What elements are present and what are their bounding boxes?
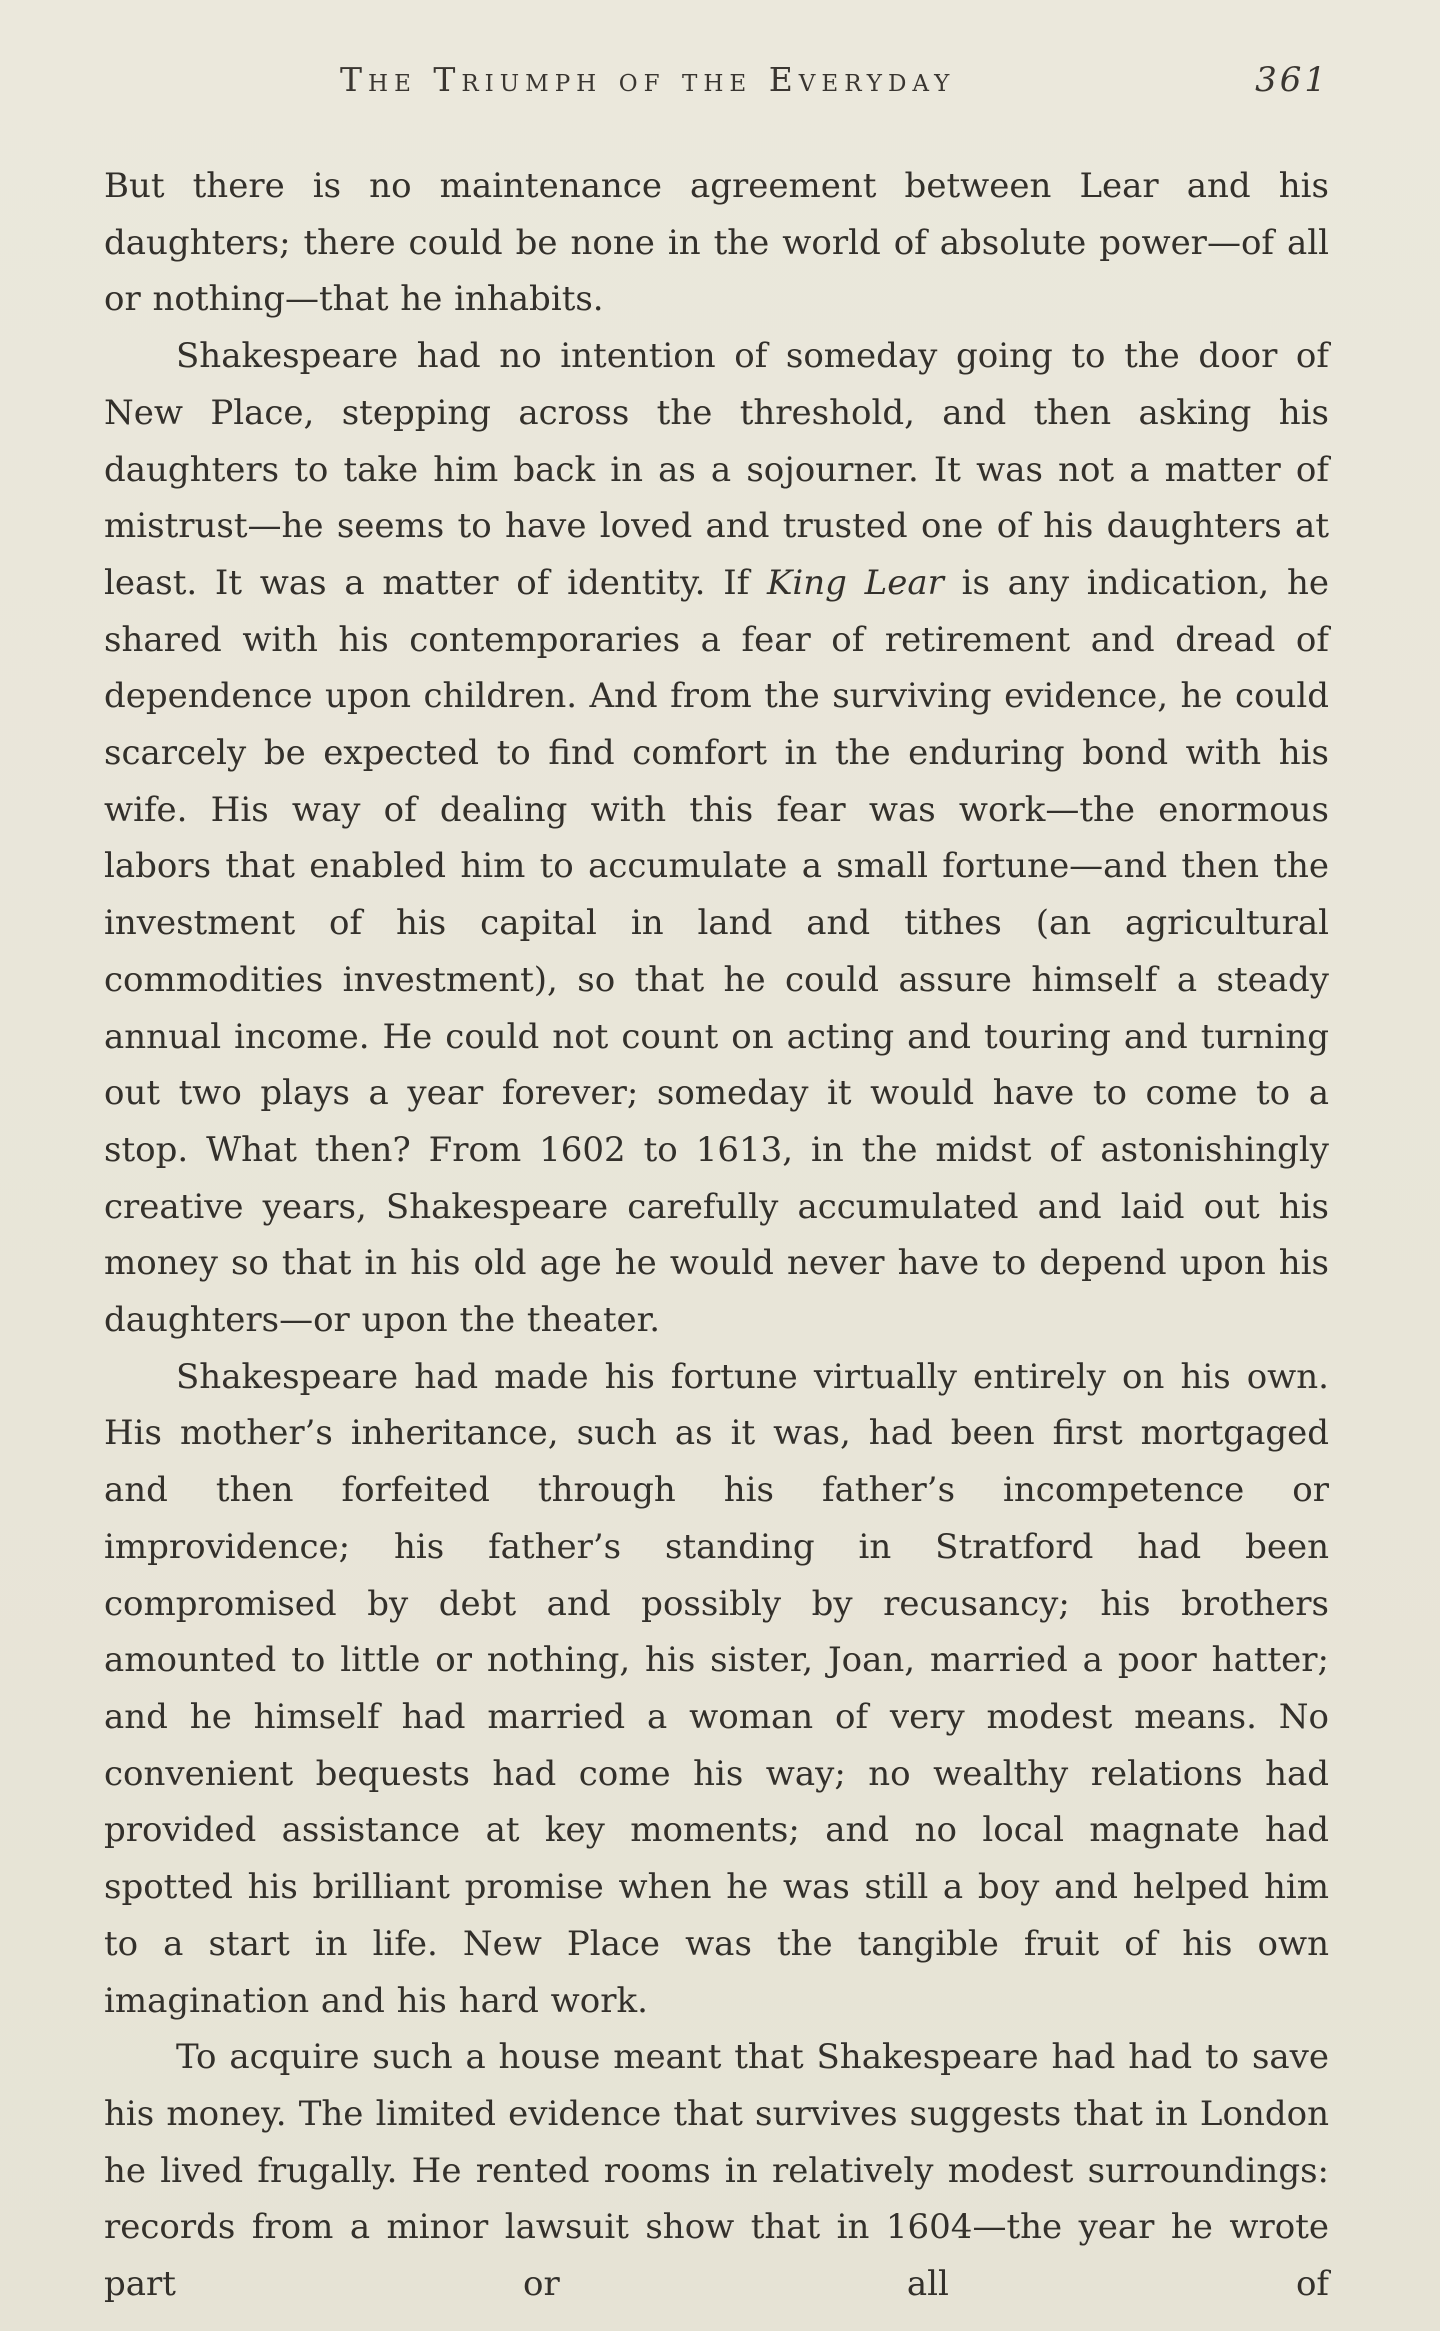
play-title-king-lear: King Lear <box>766 562 944 603</box>
running-title: The Triumph of the Everyday <box>340 60 956 99</box>
body-text <box>104 158 1329 2313</box>
paragraph-1: But there is no maintenance agreement between Lear and his daughters; there could be none in the world of absolute power—of all or nothing—that he inhabits. <box>104 166 1329 320</box>
paragraph-2-text-start: Shakespeare had no intention of someday going to the door of New Place, stepping across the threshold, and then asking his daughters to take him back in as a sojourner. It was not a matter of mistrust—he seems to have loved and trusted one of his daughters at least. It was a matter of identity. If <box>104 336 1329 603</box>
page-number: 361 <box>1255 60 1329 100</box>
running-head <box>104 52 1329 112</box>
paragraph-2 <box>104 328 1329 1349</box>
paragraph-2-text-end: is any indication, he shared with his contemporaries a fear of retirement and dread of dependence upon children. And from the surviving evidence, he could scarcely be expected to find comfort in the enduring bond with his wife. His way of dealing with this fear was work—the enormous labors that enabled him to accumulate a small fortune—and then the investment of his capital in land and tithes (an agricultural commodities investment), so that he could assure himself a steady annual income. He could not count on acting and touring and turning out two plays a year forever; someday it would have to come to a stop. What then? From 1602 to 1613, in the midst of astonishingly creative years, Shakespeare carefully accumulated and laid out his money so that in his old age he would never have to depend upon his daughters—or upon the theater. <box>104 562 1330 1341</box>
paragraph-4: To acquire such a house meant that Shakespeare had had to save his money. The limited evidence that survives suggests that in London he lived frugally. He rented rooms in relatively modest surroundings: records from a minor lawsuit show that in 1604—the year he wrote part or all of <box>104 2037 1329 2305</box>
paragraph-3: Shakespeare had made his fortune virtually entirely on his own. His mother’s inheritance, such as it was, had been first mortgaged and then forfeited through his father’s incompetence or improvidence; his father’s standing in Stratford had been compromised by debt and possibly by recusancy; his brothers amounted to little or nothing, his sister, Joan, married a poor hatter; and he himself had married a woman of very modest means. No convenient bequests had come his way; no wealthy relations had provided assistance at key moments; and no local magnate had spotted his brilliant promise when he was still a boy and helped him to a start in life. New Place was the tangible fruit of his own imagination and his hard work. <box>104 1356 1329 2021</box>
